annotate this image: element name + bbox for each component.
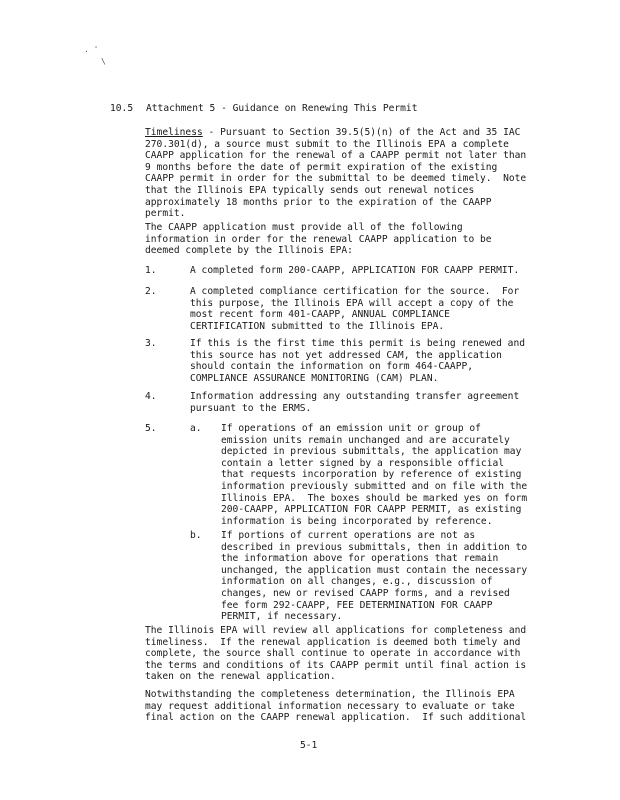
timeliness-label: Timeliness: [145, 127, 203, 138]
review-line: timeliness. If the renewal application is deemed both timely and: [145, 636, 521, 648]
intro-line: The CAAPP application must provide all of the following: [145, 222, 463, 233]
scan-speck-tick: \: [101, 56, 106, 66]
item-line: this purpose, the Illinois EPA will accept a copy of the: [190, 297, 514, 309]
item-line: Information addressing any outstanding transfer agreement: [190, 391, 520, 402]
item-line: should contain the information on form 464-CAAPP,: [190, 361, 474, 373]
subitem-line: fee form 292-CAAPP, FEE DETERMINATION FOR CAAPP: [221, 599, 493, 611]
item-number: 3.: [145, 338, 157, 349]
timeliness-line: CAAPP application for the renewal of a CAAPP permit not later than: [145, 150, 527, 162]
subitem-line: Illinois EPA. The boxes should be marked yes on form: [221, 492, 528, 504]
item-line: most recent form 401-CAAPP, ANNUAL COMPLIANCE: [190, 309, 450, 321]
subitem-line: If operations of an emission unit or group of: [221, 423, 481, 434]
subitem-line: depicted in previous submittals, the application may: [221, 446, 522, 458]
timeliness-line: Timeliness - Pursuant to Section 39.5(5)(n) of the Act and 35 IAC: [145, 127, 521, 138]
review-line: The Illinois EPA will review all applications for completeness and: [145, 625, 527, 636]
subitem-line: changes, new or revised CAAPP forms, and a revised: [221, 587, 510, 599]
review-line: complete, the source shall continue to operate in accordance with: [145, 648, 521, 660]
notwithstanding-line: Notwithstanding the completeness determination, the Illinois EPA: [145, 689, 515, 700]
subitem-line: If portions of current operations are not as: [221, 530, 476, 541]
item-line: If this is the first time this permit is being renewed and: [190, 338, 526, 349]
subitem-letter: a.: [190, 423, 202, 434]
item-number: 1.: [145, 265, 157, 276]
item-line: CERTIFICATION submitted to the Illinois EPA.: [190, 320, 445, 332]
timeliness-paragraph: [145, 127, 526, 220]
timeliness-line: 270.301(d), a source must submit to the Illinois EPA a complete: [145, 138, 509, 150]
item-number: 5.: [145, 423, 157, 434]
subitem-line: contain a letter signed by a responsible official: [221, 457, 505, 469]
intro-line: deemed complete by the Illinois EPA:: [145, 245, 353, 257]
page-number: 5-1: [300, 740, 318, 751]
item-text: [190, 265, 519, 277]
subitem-line: 200-CAAPP, APPLICATION FOR CAAPP PERMIT, as existing: [221, 504, 522, 516]
notwithstanding-paragraph: [145, 689, 526, 724]
subitem-letter: b.: [190, 530, 202, 541]
item-text: [190, 286, 519, 332]
item-line: pursuant to the ERMS.: [190, 402, 312, 414]
timeliness-line: CAAPP permit in order for the submittal to be deemed timely. Note: [145, 173, 527, 185]
intro-line: information in order for the renewal CAAPP application to be: [145, 233, 492, 245]
review-paragraph: [145, 625, 526, 683]
scan-specks: [84, 44, 106, 67]
intro-paragraph: [145, 222, 492, 257]
subitem-text: [221, 530, 527, 623]
item-line: A completed form 200-CAAPP, APPLICATION FOR CAAPP PERMIT.: [190, 265, 520, 276]
section-heading: [110, 103, 417, 115]
timeliness-line: that the Illinois EPA typically sends out renewal notices: [145, 184, 475, 196]
scan-speck-marks: . ': [84, 45, 99, 54]
subitem-line: described in previous submittals, then in addition to: [221, 541, 528, 553]
review-line: taken on the renewal application.: [145, 671, 336, 683]
subitem-line: unchanged, the application must contain the necessary: [221, 564, 528, 576]
subitem-line: that requests incorporation by reference of existing: [221, 469, 522, 481]
item-text: [190, 338, 525, 384]
timeliness-line: permit.: [145, 208, 186, 220]
notwithstanding-line: final action on the CAAPP renewal application. If such additional: [145, 712, 527, 724]
subitem-line: the information above for operations that remain: [221, 553, 499, 565]
section-title: Attachment 5 - Guidance on Renewing This Permit: [146, 103, 418, 114]
subitem-text: [221, 423, 527, 527]
subitem-line: emission units remain unchanged and are accurately: [221, 434, 510, 446]
item-number: 2.: [145, 286, 157, 297]
subitem-line: PERMIT, if necessary.: [221, 611, 343, 623]
item-line: COMPLIANCE ASSURANCE MONITORING (CAM) PLAN.: [190, 372, 439, 384]
timeliness-line: approximately 18 months prior to the expiration of the CAAPP: [145, 196, 492, 208]
subitem-line: information on all changes, e.g., discussion of: [221, 576, 493, 588]
subitem-line: information previously submitted and on file with the: [221, 480, 528, 492]
item-line: A completed compliance certification for the source. For: [190, 286, 520, 297]
timeliness-line: 9 months before the date of permit expiration of the existing: [145, 161, 498, 173]
section-number: 10.5: [110, 103, 134, 114]
item-text: [190, 391, 519, 414]
review-line: the terms and conditions of its CAAPP permit until final action is: [145, 659, 527, 671]
item-number: 4.: [145, 391, 157, 402]
item-line: this source has not yet addressed CAM, the application: [190, 349, 502, 361]
notwithstanding-line: may request additional information necessary to evaluate or take: [145, 700, 515, 712]
subitem-line: information is being incorporated by reference.: [221, 515, 493, 527]
